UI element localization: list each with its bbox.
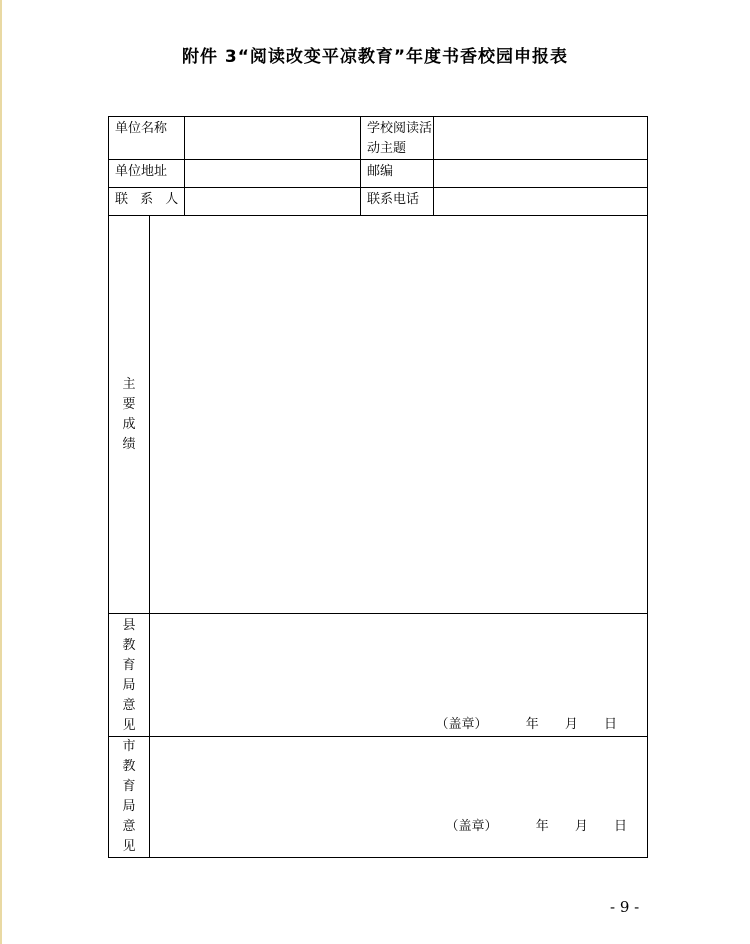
contact-phone-field[interactable] bbox=[434, 188, 648, 216]
achievements-label-char: 成 bbox=[122, 416, 136, 432]
city-day-text: 日 bbox=[614, 819, 628, 834]
achievements-field[interactable] bbox=[150, 216, 648, 614]
achievements-label-char: 绩 bbox=[122, 436, 136, 452]
achievements-label-char: 要 bbox=[122, 396, 136, 412]
county-seal-text: （盖章） bbox=[435, 717, 488, 732]
county-year-text: 年 bbox=[525, 717, 539, 732]
county-label-char: 县 bbox=[122, 618, 136, 633]
city-opinion-field[interactable] bbox=[150, 737, 648, 858]
page-left-edge bbox=[0, 0, 2, 944]
city-stamp-line bbox=[446, 815, 627, 834]
row-unit-address bbox=[109, 160, 648, 188]
document-title: 附件 3“阅读改变平凉教育”年度书香校园申报表 bbox=[181, 47, 569, 67]
city-label-char: 育 bbox=[122, 779, 136, 794]
row-unit-name bbox=[109, 117, 648, 160]
county-label-char: 教 bbox=[122, 638, 136, 653]
contact-phone-label: 联系电话 bbox=[361, 188, 434, 216]
row-contact bbox=[109, 188, 648, 216]
county-opinion-field[interactable] bbox=[150, 614, 648, 737]
city-label-char: 市 bbox=[122, 739, 136, 754]
county-label-char: 意 bbox=[122, 698, 136, 713]
contact-person-label: 联 系 人 bbox=[109, 188, 185, 216]
city-opinion-label bbox=[109, 737, 150, 858]
application-form-table bbox=[108, 116, 648, 858]
unit-address-field[interactable] bbox=[185, 160, 361, 188]
unit-name-field[interactable] bbox=[185, 117, 361, 160]
reading-theme-field[interactable] bbox=[434, 117, 648, 160]
county-label-char: 局 bbox=[122, 678, 136, 693]
contact-person-field[interactable] bbox=[185, 188, 361, 216]
achievements-label-char: 主 bbox=[122, 376, 136, 392]
unit-name-label: 单位名称 bbox=[109, 117, 185, 160]
county-opinion-label bbox=[109, 614, 150, 737]
row-achievements bbox=[109, 216, 648, 614]
reading-theme-label: 学校阅读活动主题 bbox=[361, 117, 434, 160]
county-label-char: 育 bbox=[122, 658, 136, 673]
city-label-char: 教 bbox=[122, 759, 136, 774]
postcode-field[interactable] bbox=[434, 160, 648, 188]
postcode-label: 邮编 bbox=[361, 160, 434, 188]
page-number: - 9 - bbox=[610, 898, 640, 916]
city-seal-text: （盖章） bbox=[445, 819, 498, 834]
unit-address-label: 单位地址 bbox=[109, 160, 185, 188]
city-month-text: 月 bbox=[574, 819, 588, 834]
row-city-opinion bbox=[109, 737, 648, 858]
county-day-text: 日 bbox=[604, 717, 618, 732]
county-label-char: 见 bbox=[122, 718, 136, 733]
county-month-text: 月 bbox=[564, 717, 578, 732]
achievements-label bbox=[109, 216, 150, 614]
city-label-char: 见 bbox=[122, 839, 136, 854]
city-label-char: 意 bbox=[122, 819, 136, 834]
city-label-char: 局 bbox=[122, 799, 136, 814]
city-year-text: 年 bbox=[535, 819, 549, 834]
county-stamp-line bbox=[436, 713, 617, 732]
row-county-opinion bbox=[109, 614, 648, 737]
